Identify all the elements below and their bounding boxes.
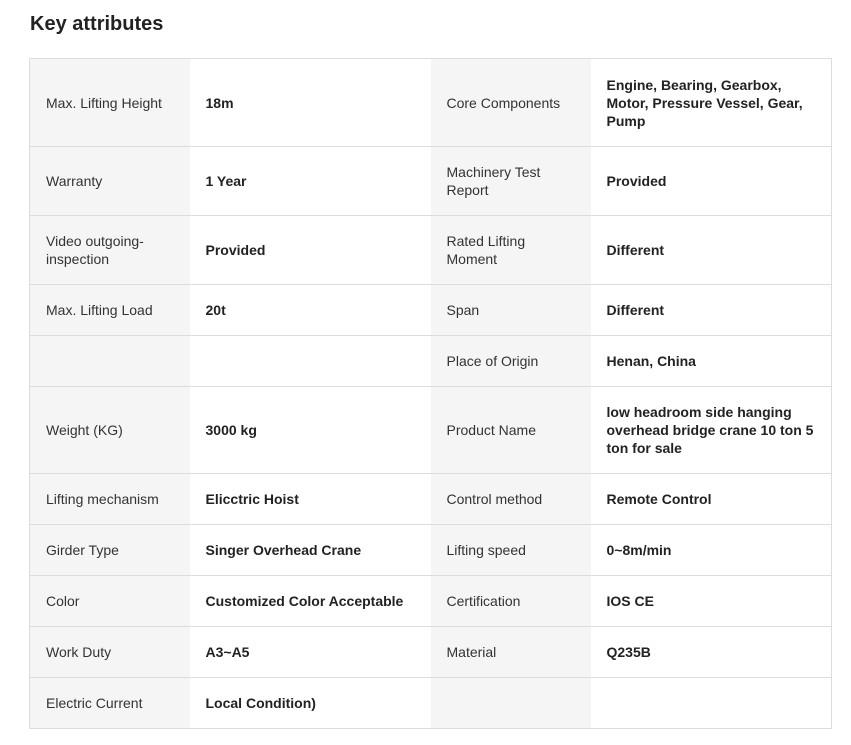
attribute-value — [591, 678, 832, 729]
attribute-value: 18m — [190, 59, 431, 147]
attribute-value: Engine, Bearing, Gearbox, Motor, Pressure Vessel, Gear, Pump — [591, 59, 832, 147]
attribute-label: Max. Lifting Load — [30, 285, 190, 336]
attribute-label: Color — [30, 576, 190, 627]
attribute-value: A3~A5 — [190, 627, 431, 678]
attribute-value: IOS CE — [591, 576, 832, 627]
attribute-value: Different — [591, 216, 832, 285]
attribute-value: Singer Overhead Crane — [190, 525, 431, 576]
attribute-label: Span — [431, 285, 591, 336]
attribute-value: Q235B — [591, 627, 832, 678]
attribute-value: Provided — [190, 216, 431, 285]
attribute-label: Control method — [431, 474, 591, 525]
attribute-value — [190, 336, 431, 387]
attribute-label: Material — [431, 627, 591, 678]
attribute-label — [30, 336, 190, 387]
attribute-label: Lifting speed — [431, 525, 591, 576]
attribute-label: Girder Type — [30, 525, 190, 576]
attribute-label: Product Name — [431, 387, 591, 474]
attribute-value: low headroom side hanging overhead bridge crane 10 ton 5 ton for sale — [591, 387, 832, 474]
table-row — [30, 525, 832, 576]
section-title: Key attributes — [30, 13, 164, 35]
attribute-value: Elicctric Hoist — [190, 474, 431, 525]
attribute-value: Remote Control — [591, 474, 832, 525]
table-row — [30, 387, 832, 474]
attribute-label: Certification — [431, 576, 591, 627]
attribute-label: Work Duty — [30, 627, 190, 678]
attribute-label: Video outgoing-inspection — [30, 216, 190, 285]
attribute-label: Core Components — [431, 59, 591, 147]
attribute-value: Henan, China — [591, 336, 832, 387]
table-row — [30, 627, 832, 678]
attribute-label: Weight (KG) — [30, 387, 190, 474]
attribute-value: 0~8m/min — [591, 525, 832, 576]
attribute-label: Rated Lifting Moment — [431, 216, 591, 285]
key-attributes-table — [29, 58, 832, 729]
attribute-value: 20t — [190, 285, 431, 336]
table-row — [30, 59, 832, 147]
table-row — [30, 336, 832, 387]
attribute-label: Machinery Test Report — [431, 147, 591, 216]
attribute-label: Electric Current — [30, 678, 190, 729]
attribute-value: Local Condition) — [190, 678, 431, 729]
attribute-value: Provided — [591, 147, 832, 216]
attribute-value: 1 Year — [190, 147, 431, 216]
attribute-label: Max. Lifting Height — [30, 59, 190, 147]
table-row — [30, 678, 832, 729]
attribute-label — [431, 678, 591, 729]
attribute-label: Warranty — [30, 147, 190, 216]
table-row — [30, 216, 832, 285]
attribute-value: Different — [591, 285, 832, 336]
table-row — [30, 285, 832, 336]
attribute-value: 3000 kg — [190, 387, 431, 474]
attribute-label: Lifting mechanism — [30, 474, 190, 525]
attribute-label: Place of Origin — [431, 336, 591, 387]
attribute-value: Customized Color Acceptable — [190, 576, 431, 627]
table-row — [30, 576, 832, 627]
table-row — [30, 474, 832, 525]
table-row — [30, 147, 832, 216]
